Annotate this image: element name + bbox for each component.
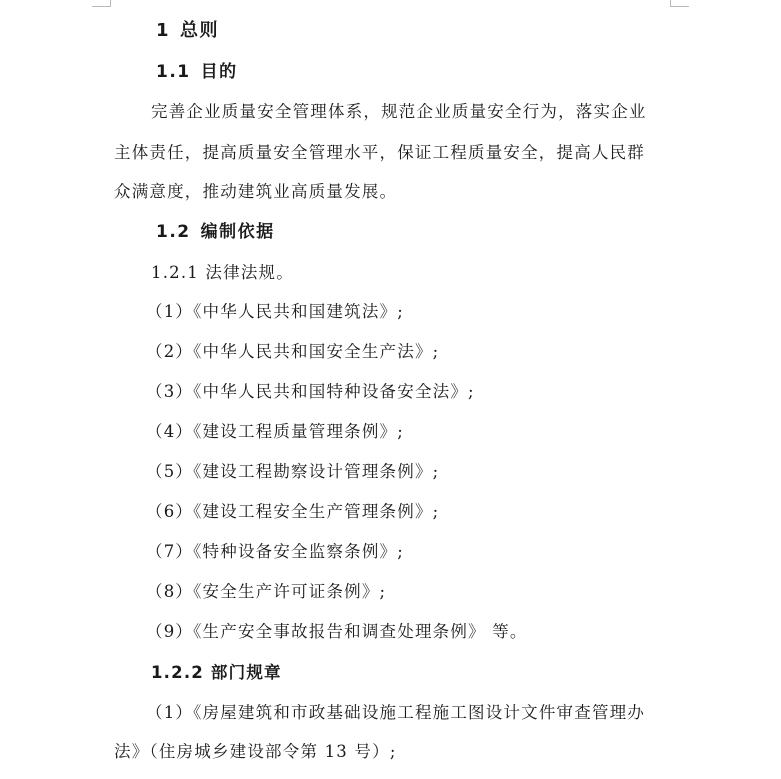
list-item: （2）《中华人民共和国安全生产法》; (146, 342, 440, 361)
section-title: 目的 (200, 62, 238, 82)
section-heading-1-1 (156, 62, 238, 82)
paragraph-line: 众满意度，推动建筑业高质量发展。 (114, 182, 398, 201)
section-heading-1-2 (156, 222, 275, 242)
section-number: 1.1 (156, 62, 191, 82)
subsection-heading-1-2-2: 1.2.2 部门规章 (151, 663, 282, 682)
list-item: （5）《建设工程勘察设计管理条例》; (146, 462, 440, 481)
list-item: （1）《房屋建筑和市政基础设施工程施工图设计文件审查管理办 (146, 703, 646, 722)
list-item: （1）《中华人民共和国建筑法》; (146, 302, 405, 321)
list-item-continuation: 法》（住房城乡建设部令第 13 号）; (114, 742, 397, 761)
section-title: 编制依据 (200, 222, 275, 242)
list-item: （7）《特种设备安全监察条例》; (146, 542, 405, 561)
crop-mark-right (670, 0, 689, 7)
section-number: 1.2 (156, 222, 191, 242)
paragraph-line: 主体责任，提高质量安全管理水平，保证工程质量安全，提高人民群 (114, 143, 645, 162)
list-item: （4）《建设工程质量管理条例》; (146, 422, 405, 441)
list-item: （8）《安全生产许可证条例》; (146, 582, 387, 601)
list-item: （6）《建设工程安全生产管理条例》; (146, 502, 440, 521)
list-item: （9）《生产安全事故报告和调查处理条例》 等。 (146, 622, 528, 641)
list-item: （3）《中华人民共和国特种设备安全法》; (146, 382, 475, 401)
crop-mark-left (92, 0, 111, 7)
chapter-heading (156, 21, 219, 41)
paragraph-line: 完善企业质量安全管理体系，规范企业质量安全行为，落实企业 (151, 102, 647, 121)
chapter-title: 总则 (180, 20, 220, 41)
chapter-number: 1 (156, 20, 171, 41)
subsection-heading-1-2-1: 1.2.1 法律法规。 (151, 263, 294, 282)
